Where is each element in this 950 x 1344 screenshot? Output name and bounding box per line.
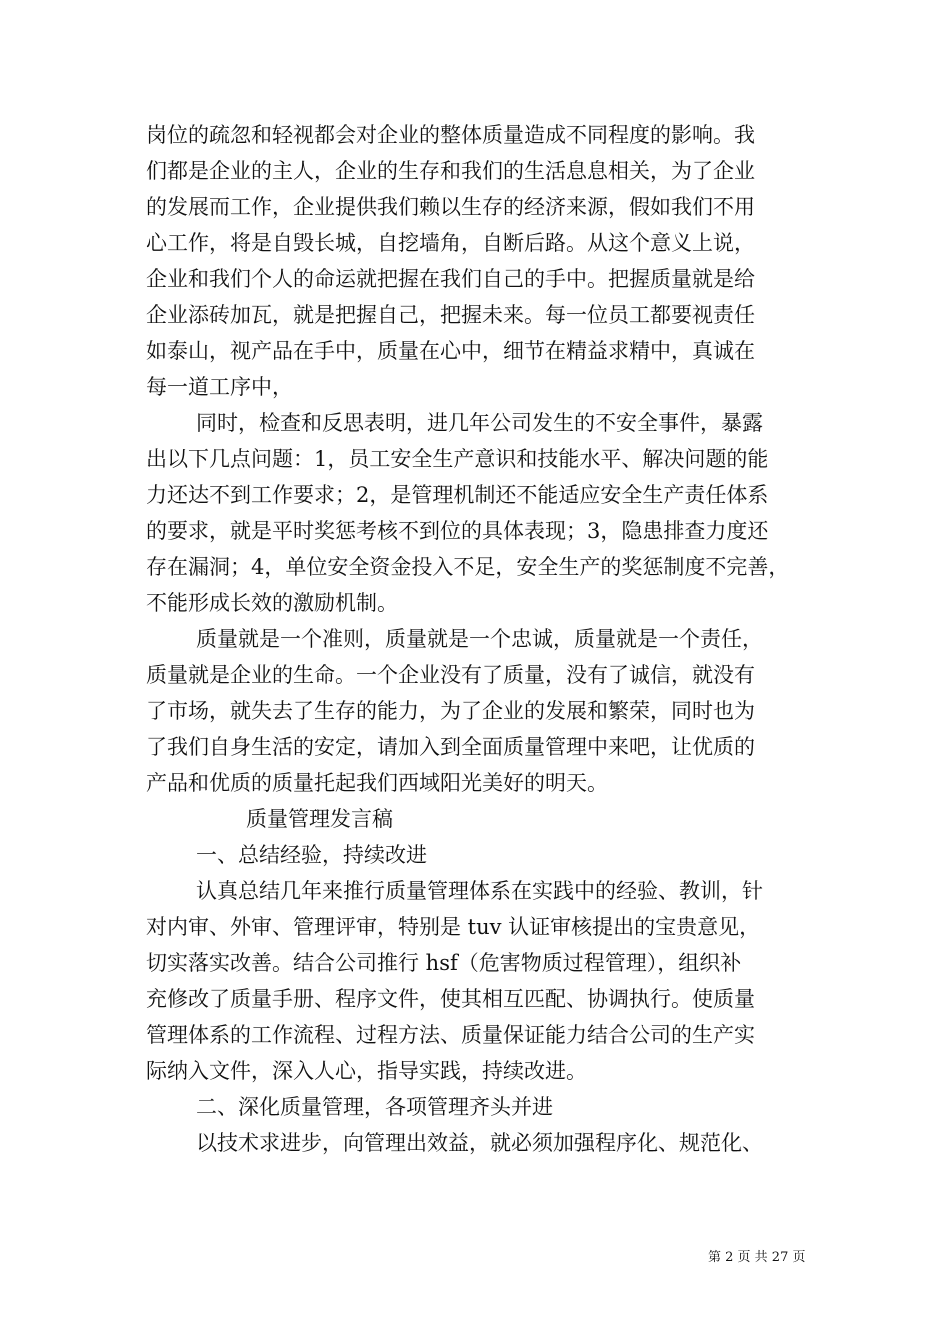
body-text-line: 同时，检查和反思表明，进几年公司发生的不安全事件，暴露 — [196, 411, 763, 435]
body-text-line: 的要求，就是平时奖惩考核不到位的具体表现；3，隐患排查力度还 — [146, 519, 769, 543]
body-text-line: 不能形成长效的激励机制。 — [146, 591, 398, 615]
body-text-line: 充修改了质量手册、程序文件，使其相互匹配、协调执行。使质量 — [146, 987, 755, 1011]
section-heading: 一、总结经验，持续改进 — [196, 843, 427, 867]
body-text-line: 管理体系的工作流程、过程方法、质量保证能力结合公司的生产实 — [146, 1023, 755, 1047]
body-text-line: 际纳入文件，深入人心，指导实践，持续改进。 — [146, 1059, 587, 1083]
body-text-line: 如泰山，视产品在手中，质量在心中，细节在精益求精中，真诚在 — [146, 339, 755, 363]
body-text-line: 们都是企业的主人，企业的生存和我们的生活息息相关，为了企业 — [146, 159, 755, 183]
body-text-line: 的发展而工作，企业提供我们赖以生存的经济来源，假如我们不用 — [146, 195, 755, 219]
body-text-line: 了我们自身生活的安定，请加入到全面质量管理中来吧，让优质的 — [146, 735, 755, 759]
body-text-line: 企业添砖加瓦，就是把握自己，把握未来。每一位员工都要视责任 — [146, 303, 755, 327]
body-text-line: 切实落实改善。结合公司推行 hsf（危害物质过程管理），组织补 — [146, 951, 742, 975]
body-text-line: 出以下几点问题：1，员工安全生产意识和技能水平、解决问题的能 — [146, 447, 769, 471]
body-text-line: 力还达不到工作要求；2，是管理机制还不能适应安全生产责任体系 — [146, 483, 769, 507]
body-text-line: 对内审、外审、管理评审，特别是 tuv 认证审核提出的宝贵意见， — [146, 915, 761, 939]
body-text-line: 存在漏洞；4，单位安全资金投入不足，安全生产的奖惩制度不完善， — [146, 555, 790, 579]
body-text-line: 质量就是一个准则，质量就是一个忠诚，质量就是一个责任， — [196, 627, 763, 651]
page-number-footer: 第 2 页 共 27 页 — [708, 1250, 806, 1265]
body-text-line: 产品和优质的质量托起我们西域阳光美好的明天。 — [146, 771, 608, 795]
body-text-line: 认真总结几年来推行质量管理体系在实践中的经验、教训，针 — [196, 879, 763, 903]
body-text-line: 岗位的疏忽和轻视都会对企业的整体质量造成不同程度的影响。我 — [146, 123, 755, 147]
section-heading: 二、深化质量管理，各项管理齐头并进 — [196, 1095, 553, 1119]
body-text-line: 企业和我们个人的命运就把握在我们自己的手中。把握质量就是给 — [146, 267, 755, 291]
body-text-line: 了市场，就失去了生存的能力，为了企业的发展和繁荣，同时也为 — [146, 699, 755, 723]
body-text-line: 以技术求进步，向管理出效益，就必须加强程序化、规范化、 — [196, 1131, 763, 1155]
body-text-line: 每一道工序中， — [146, 375, 293, 399]
body-text-line: 心工作，将是自毁长城，自挖墙角，自断后路。从这个意义上说， — [146, 231, 755, 255]
section-title: 质量管理发言稿 — [246, 807, 393, 831]
body-text-line: 质量就是企业的生命。一个企业没有了质量，没有了诚信，就没有 — [146, 663, 755, 687]
